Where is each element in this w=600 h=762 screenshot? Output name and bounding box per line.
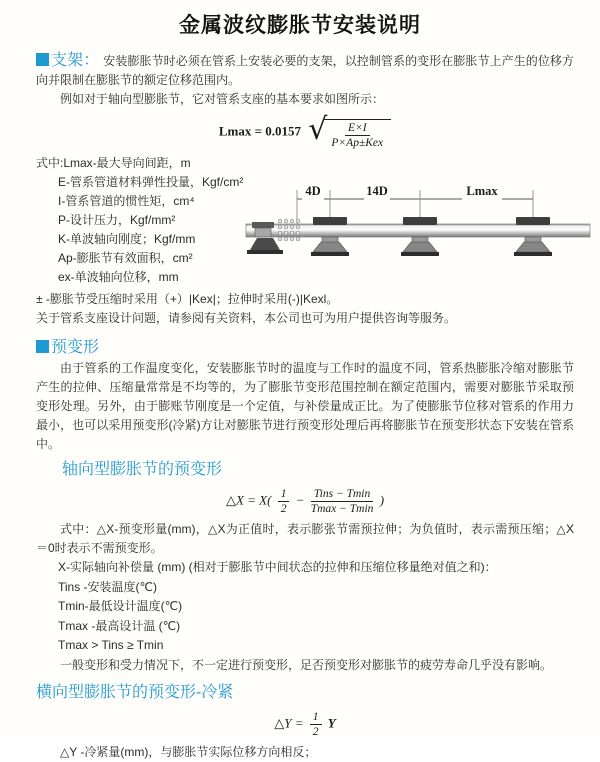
blue-square-icon [36,53,49,66]
document-content [0,47,600,762]
blue-square-icon [36,340,49,353]
dim-label-4d: 4D [305,184,321,198]
delta-y-prefix: △Y = [274,714,304,730]
lateral-note: △Y -冷紧量(mm)，与膨胀节实际位移方向相反； [60,744,317,759]
half-numerator: 1 [278,488,290,502]
minus-operator: − [295,492,305,508]
variable-line: Ap-膨胀节有效面积，cm² [58,251,193,265]
delta-x-prefix: △X = X( [225,492,272,508]
axial-variable-line: Tmax > Tins ≥ Tmin [58,638,164,652]
axial-variable-line: Tmax -最高设计温 (℃) [58,618,181,633]
pipe-support-diagram [240,180,596,262]
half-fraction [310,711,322,738]
variable-line: 式中:Lmax-最大导向间距，m [36,156,191,170]
delta-y-formula [36,711,574,738]
variable-line: I-管系管道的惯性矩，cm⁴ [58,194,195,208]
temperature-numerator: Tins − Tmin [311,488,373,502]
variables-and-diagram [36,154,574,290]
preform-heading-label: 预变形 [51,339,100,356]
lmax-fraction-numerator: E×I [345,122,370,136]
preform-section-heading [36,337,574,359]
support-section-heading [36,52,99,69]
dim-label-lmax: Lmax [466,184,498,198]
support-para2-text: 例如对于轴向型膨胀节，它对管系支座的基本要求如图所示： [60,92,385,106]
support-intro-paragraph [36,51,574,90]
axial-variable-list [36,558,574,656]
variable-line: ex-单波轴向位移，mm [58,270,179,284]
radical-expression [308,112,391,149]
half-fraction [278,488,290,515]
half-denominator: 2 [280,503,287,515]
lmax-fraction-denominator: P×Ap±Kex [331,137,384,149]
temperature-denominator: Tmax − Tmin [310,503,374,515]
half-numerator: 1 [310,711,322,725]
support-heading-label: 支架： [51,52,100,69]
support-para1-text: 安装膨胀节时必须在管系上安装必要的支架，以控制管系的变形在膨胀节上产生的位移方向并限制在膨胀节的额定位移范围内。 [36,54,574,87]
radicand [323,119,391,149]
lmax-formula-prefix: Lmax = 0.0157 [218,123,302,139]
axial-preform-heading: 轴向型膨胀节的预变形 [62,461,223,478]
lmax-fraction [331,122,383,149]
dim-label-14d: 14D [366,184,388,198]
consulting-note: 关于管系支座设计问题，请参阅有关资料，本公司也可为用户提供咨询等服务。 [36,311,457,325]
preform-paragraph: 由于管系的工作温度变化，安装膨胀节时的温度与工作时的温度不同，管系热膨胀冷缩对膨胀节产生的拉伸、压缩量常常是不均等的，为了膨胀节变形范围控制在额定范围内，需要对膨胀节采取预变形处理。另外，由于膨账节刚度是一个定值，与补偿量成正比。为了使膨胀节位移对管系的作用力最小，也可以采用预变形(冷紧)方让对膨胀节进行预变形处理后再将膨胀节在预变形状态下安装在管系中。 [36,361,574,451]
delta-x-suffix: ) [379,492,385,508]
delta-y-suffix: Y [327,714,336,730]
radical-sign-icon: √ [308,112,328,147]
delta-x-formula [36,488,574,515]
axial-variable-line: Tmin-最低设计温度(℃) [58,599,183,613]
axial-variable-line: X-实际轴向补偿量 (mm) (相对于膨胀节中间状态的拉伸和压缩位移量绝对值之和)： [58,560,497,574]
lateral-preform-heading: 横向型膨胀节的预变形-冷紧 [36,683,234,701]
lmax-formula [36,112,574,149]
variable-line: P-设计压力，Kgf/mm² [58,213,176,227]
variable-line: E-管系管道材料弹性投量，Kgf/cm² [58,175,244,189]
axial-variable-line: Tins -安装温度(℃) [58,579,158,594]
delta-x-explanation: 式中：△X-预变形量(mm)，△X为正值时，表示膨张节需预拉伸；为负值时，表示需预压缩；△X＝0时表示不需预变形。 [36,522,574,555]
half-denominator: 2 [312,725,319,738]
axial-note: 一般变形和受力情况下，不一定进行预变形，足否预变形对膨胀节的疲劳寿命几乎没有影响。 [60,657,553,672]
variable-line: K-单波轴向刚度；Kgf/mm [58,232,196,246]
page-title: 金属波纹膨胀节安装说明 [179,14,421,37]
temperature-fraction [311,488,374,515]
plus-minus-note: ± -膨胀节受压缩时采用（+）|Kex|；拉伸时采用(-)|Kexl。 [36,292,339,306]
